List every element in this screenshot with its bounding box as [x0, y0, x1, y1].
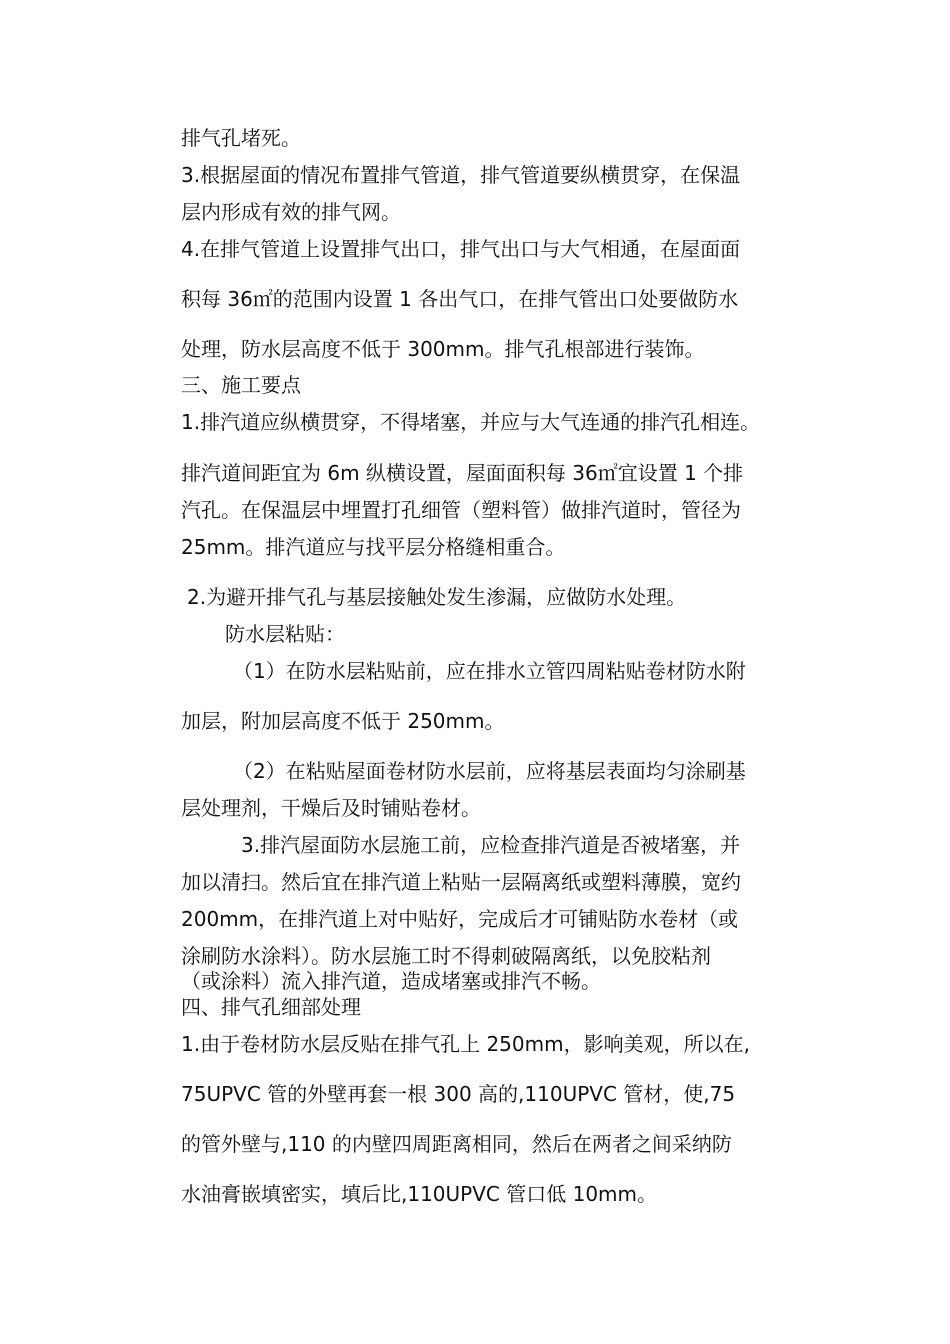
text-line: 加以清扫。然后宜在排汽道上粘贴一层隔离纸或塑料薄膜，宽约	[181, 870, 741, 894]
text-line: 涂刷防水涂料）。防水层施工时不得刺破隔离纸，以免胶粘剂	[181, 944, 711, 968]
text-line: 层内形成有效的排气网。	[181, 200, 401, 224]
text-line: 汽孔。在保温层中埋置打孔细管（塑料管）做排汽道时，管径为	[181, 498, 741, 522]
text-line: 水油膏嵌填密实，填后比,110UPVC 管口低 10mm。	[181, 1182, 658, 1206]
text-line: （或涂料）流入排汽道，造成堵塞或排汽不畅。	[181, 969, 601, 993]
text-line: 75UPVC 管的外壁再套一根 300 高的,110UPVC 管材，使,75	[181, 1082, 736, 1106]
section-heading: 三、施工要点	[181, 373, 301, 397]
text-line: （1）在防水层粘贴前，应在排水立管四周粘贴卷材防水附	[233, 659, 746, 683]
text-line: 处理，防水层高度不低于 300mm。排气孔根部进行装饰。	[181, 337, 705, 361]
text-line: 排气孔堵死。	[181, 126, 301, 150]
text-line: 积每 36㎡的范围内设置 1 各出气口，在排气管出口处要做防水	[181, 287, 739, 311]
text-line: 4.在排气管道上设置排气出口，排气出口与大气相通，在屋面面	[181, 237, 741, 261]
text-line: 排汽道间距宜为 6m 纵横设置，屋面面积每 36㎡宜设置 1 个排	[181, 461, 744, 485]
text-line: 1.由于卷材防水层反贴在排气孔上 250mm，影响美观，所以在,	[181, 1032, 750, 1056]
text-line: 3.排汽屋面防水层施工前，应检查排汽道是否被堵塞，并	[241, 833, 741, 857]
text-line: （2）在粘贴屋面卷材防水层前，应将基层表面均匀涂刷基	[233, 759, 746, 783]
section-heading: 四、排气孔细部处理	[181, 995, 361, 1019]
text-line: 1.排汽道应纵横贯穿，不得堵塞，并应与大气连通的排汽孔相连。	[181, 410, 761, 434]
text-line: 200mm，在排汽道上对中贴好，完成后才可铺贴防水卷材（或	[181, 907, 739, 931]
text-line: 加层，附加层高度不低于 250mm。	[181, 709, 505, 733]
text-line: 25mm。排汽道应与找平层分格缝相重合。	[181, 535, 566, 559]
text-line: 的管外壁与,110 的内壁四周距离相同，然后在两者之间采纳防	[181, 1132, 732, 1156]
text-line: 防水层粘贴：	[225, 622, 345, 646]
text-line: 层处理剂，干燥后及时铺贴卷材。	[181, 796, 481, 820]
text-line: 3.根据屋面的情况布置排气管道，排气管道要纵横贯穿，在保温	[181, 163, 741, 187]
text-line: 2.为避开排气孔与基层接触处发生渗漏，应做防水处理。	[187, 585, 687, 609]
